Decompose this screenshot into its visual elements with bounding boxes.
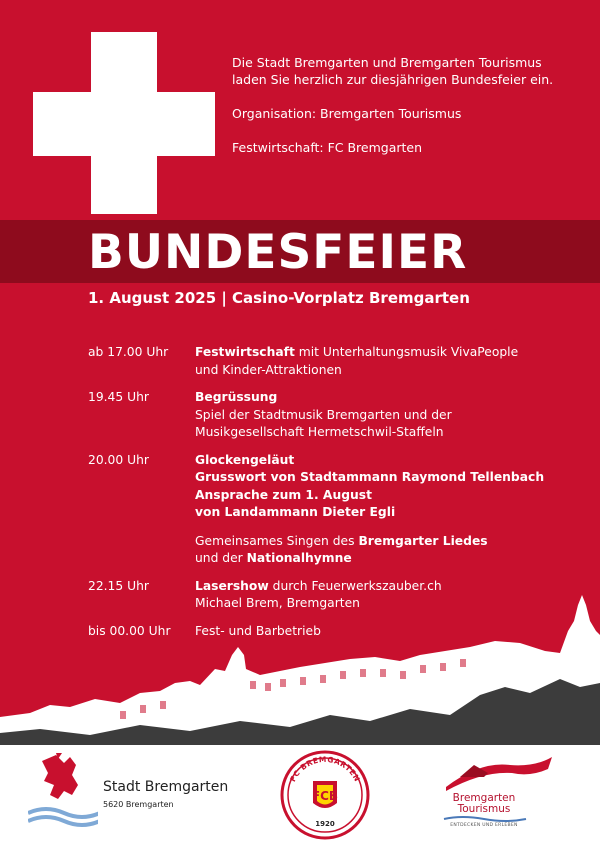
desc-line: Grusswort von Stadtammann Raymond Tellenbach xyxy=(195,470,545,484)
town-skyline-image xyxy=(0,595,600,745)
logo-bar xyxy=(0,745,600,848)
schedule-desc xyxy=(195,344,588,379)
desc-bold: Lasershow xyxy=(195,578,269,593)
desc-line: Fest- und Barbetrieb xyxy=(195,623,321,638)
stadt-name: Stadt Bremgarten xyxy=(103,779,229,795)
schedule-desc xyxy=(195,389,588,442)
stadt-zip: 5620 Bremgarten xyxy=(103,800,174,809)
desc-line: und Kinder-Attraktionen xyxy=(195,362,342,377)
desc-line: von Landammann Dieter Egli xyxy=(195,505,396,519)
schedule-desc xyxy=(195,452,588,522)
schedule-time: 19.45 Uhr xyxy=(88,390,149,404)
tourismus-roof-icon xyxy=(440,747,560,797)
desc-text: und der xyxy=(195,551,247,565)
fc-monogram-icon: FCB xyxy=(311,789,339,803)
desc-text: Gemeinsames Singen des xyxy=(195,533,359,548)
desc-line xyxy=(195,344,588,362)
schedule-time: 20.00 Uhr xyxy=(88,452,149,467)
schedule-entry xyxy=(88,452,588,522)
tourismus-line-1: Bremgarten xyxy=(452,792,516,804)
desc-line: Musikgesellschaft Hermetschwil-Staffeln xyxy=(195,425,444,439)
stadt-bremgarten-logo xyxy=(28,751,238,841)
desc-bold: Nationalhymne xyxy=(246,551,352,565)
tourismus-line-2: Tourismus xyxy=(457,803,511,815)
desc-text: durch Feuerwerkszauber.ch xyxy=(268,578,442,593)
swiss-cross-bar xyxy=(33,92,215,156)
schedule-entry xyxy=(88,344,588,379)
desc-bold: Festwirtschaft xyxy=(195,345,295,359)
event-date-location: 1. August 2025 | Casino-Vorplatz Bremgarten xyxy=(88,289,470,307)
fc-year: 1920 xyxy=(315,820,335,828)
schedule-time-empty xyxy=(88,533,195,568)
desc-line: Glockengeläut xyxy=(195,452,295,467)
tourismus-name xyxy=(448,793,520,815)
tourismus-tagline: ENTDECKEN UND ERLEBEN xyxy=(450,823,518,828)
desc-line xyxy=(195,550,588,568)
desc-line: Spiel der Stadtmusik Bremgarten und der xyxy=(195,407,452,422)
schedule-time: 22.15 Uhr xyxy=(88,578,149,593)
desc-text: mit Unterhaltungsmusik VivaPeople xyxy=(294,345,519,359)
desc-bold: Bremgarter Liedes xyxy=(358,533,488,548)
intro-line-2: laden Sie herzlich zur diesjährigen Bundesfeier ein. xyxy=(232,72,554,87)
schedule-time: ab 17.00 Uhr xyxy=(88,345,169,359)
schedule-entry xyxy=(88,533,588,568)
bremgarten-tourismus-logo xyxy=(440,747,560,843)
schedule-entry xyxy=(88,389,588,442)
schedule-time: bis 00.00 Uhr xyxy=(88,623,171,638)
desc-line xyxy=(195,578,588,596)
fc-arc-text: FC BREMGARTEN xyxy=(288,754,362,784)
desc-line: Begrüssung xyxy=(195,390,278,404)
desc-line: Michael Brem, Bremgarten xyxy=(195,596,360,610)
fc-bremgarten-logo xyxy=(270,745,380,843)
organisation-line: Organisation: Bremgarten Tourismus xyxy=(232,106,462,121)
intro-text xyxy=(232,54,592,156)
desc-line xyxy=(195,533,588,551)
schedule-desc xyxy=(195,533,588,568)
festwirtschaft-line: Festwirtschaft: FC Bremgarten xyxy=(232,140,423,155)
intro-line-1: Die Stadt Bremgarten und Bremgarten Tourismus xyxy=(232,55,542,70)
page-title: BUNDESFEIER xyxy=(88,225,468,280)
lion-crest-icon xyxy=(28,751,98,841)
desc-line: Ansprache zum 1. August xyxy=(195,487,372,502)
